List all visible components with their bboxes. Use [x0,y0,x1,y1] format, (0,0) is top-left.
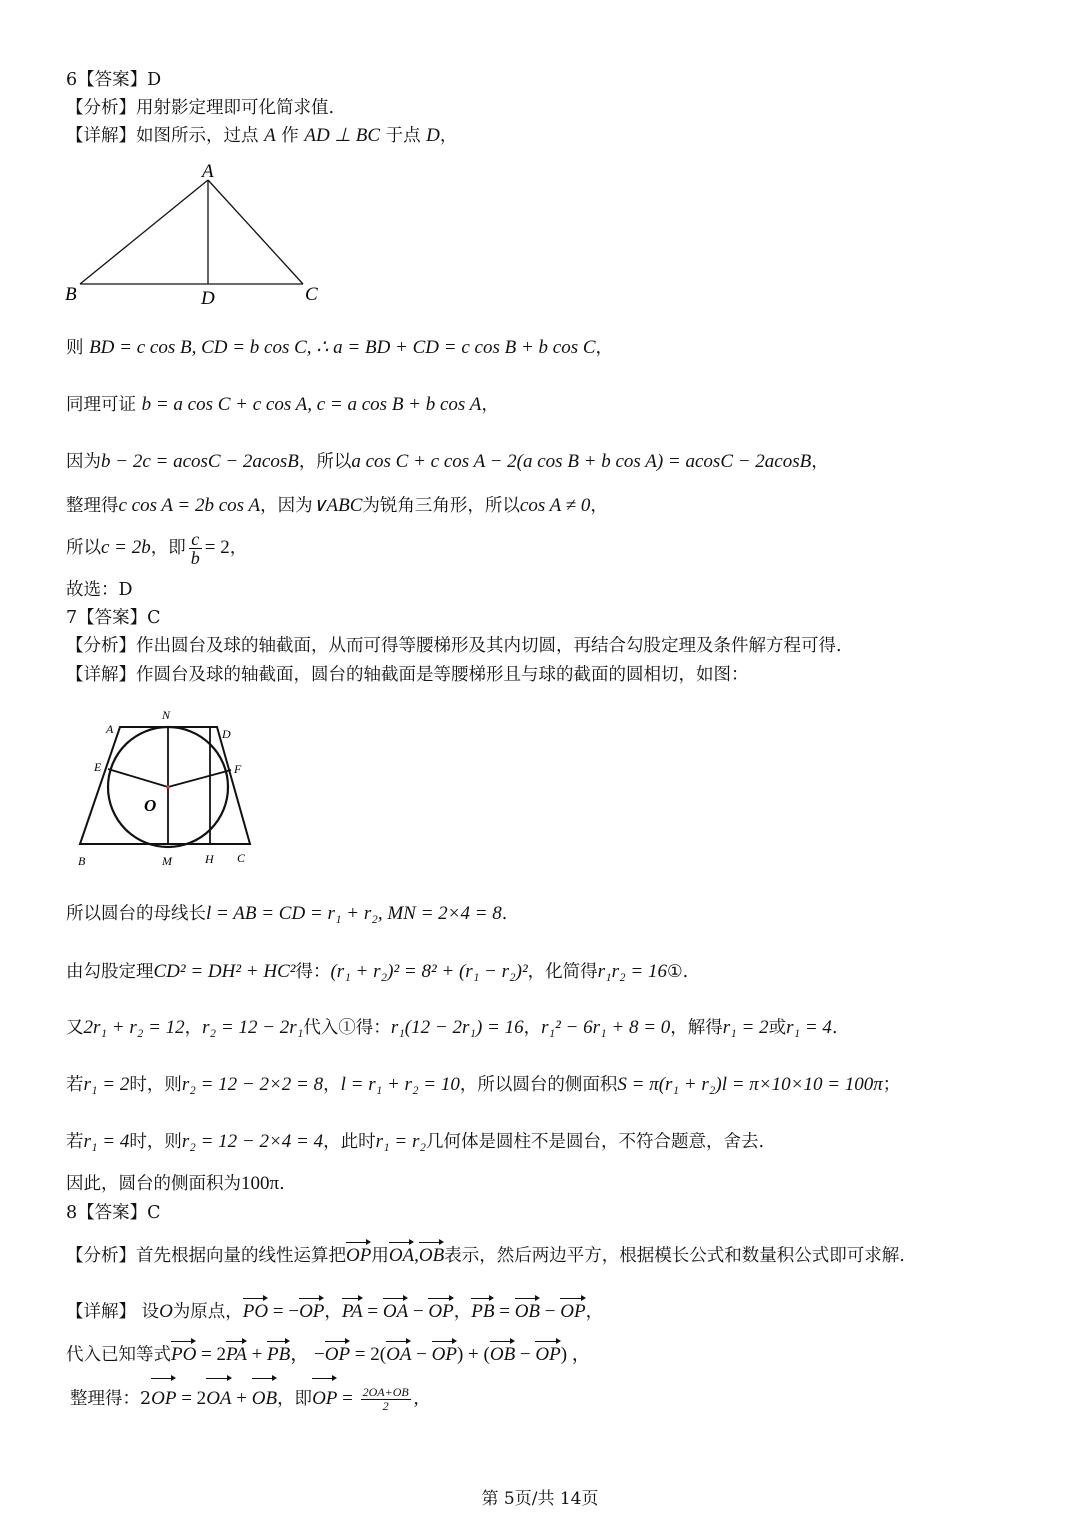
label-O: O [144,796,157,815]
q8-detail: 【详解】 设O为原点，PO = −OP，PA = OA − OP，PB = OB − OP， [66,1301,604,1322]
fraction-c-over-b: $\frac{c}{b}$ [190,529,200,568]
q6-answer: 6【答案】D [66,70,162,90]
label-E: E [94,760,102,774]
q7-analysis: 【分析】作出圆台及球的轴截面，从而可得等腰梯形及其内切圆，再结合勾股定理及条件解方程可得. [66,636,842,656]
q6-line3: 因为b − 2c = acosC − 2acosB，所以a cos C + c cos A − 2(a cos B + b cos A) = acosC − 2acosB， [66,451,829,472]
q7-line2: 由勾股定理CD² = DH² + HC²得：(r₁ + r₂)² = 8² + (r₁ − r₂)²，化简得r₁r₂ = 16①. [66,961,689,982]
q6-line5: 所以c = 2b，即 $\frac{c}{b}$ = 2， [66,529,248,568]
label-B: B [65,284,77,305]
q6-line4: 整理得c cos A = 2b cos A，因为∨ABC为锐角三角形，所以cos A ≠ 0， [66,495,608,516]
label-F: F [234,762,242,776]
q7-line5: 若r₁ = 4时，则r₂ = 12 − 2×4 = 4，此时r₁ = r₂几何体是圆柱不是圆台，不符合题意，舍去. [66,1131,765,1152]
label-D: D [222,727,231,741]
label-C: C [237,851,246,865]
vector-OA: OA [388,1245,415,1266]
q7-line1: 所以圆台的母线长l = AB = CD = r₁ + r₂, MN = 2×4 = 8. [66,903,508,924]
fraction-op: $\frac{2OA+OB}{2}$ [362,1385,409,1413]
q8-line2: 代入已知等式PO = 2PA + PB， −OP = 2(OA − OP) + (OB − OP) ， [66,1344,591,1365]
q7-line6: 因此，圆台的侧面积为100π. [66,1173,285,1194]
label-N: N [162,708,171,722]
label-D: D [201,288,215,309]
q7-line3: 又2r₁ + r₂ = 12，r₂ = 12 − 2r₁代入①得：r₁(12 − 2r₁) = 16，r₁² − 6r₁ + 8 = 0，解得r₁ = 2或r₁ = 4. [66,1017,838,1038]
vector-OP: OP [346,1245,372,1266]
q7-answer: 7【答案】C [66,608,161,628]
trapezoid-figure [70,705,270,875]
label-A: A [106,722,114,736]
label-A: A [202,161,214,182]
q6-detail: 【详解】如图所示，过点 A 作 AD ⊥ BC 于点 D， [66,125,458,146]
label-H: H [205,852,214,866]
triangle-figure [60,158,340,313]
q6-line1: 则 BD = c cos B, CD = b cos C, ∴ a = BD + CD = c cos B + b cos C， [66,337,614,358]
label-M: M [162,854,172,868]
q7-detail: 【详解】作圆台及球的轴截面，圆台的轴截面是等腰梯形且与球的截面的圆相切，如图： [66,665,749,685]
label-C: C [305,284,318,305]
q8-analysis: 【分析】首先根据向量的线性运算把OP用OA,OB表示，然后两边平方，根据模长公式和数量积公式即可求解. [66,1245,905,1266]
label-B: B [78,854,86,868]
q6-analysis: 【分析】用射影定理即可化简求值. [66,98,335,118]
q6-conclusion: 故选：D [66,580,133,600]
q8-line3: 整理得：2OP = 2OA + OB，即OP = $\frac{2OA+OB}{2}$ , [70,1380,418,1418]
vector-OB: OB [418,1245,445,1266]
q7-line4: 若r₁ = 2时，则r₂ = 12 − 2×2 = 8，l = r₁ + r₂ = 10，所以圆台的侧面积S = π(r₁ + r₂)l = π×10×10 = 100π； [66,1074,901,1095]
q6-line2: 同理可证 b = a cos C + c cos A, c = a cos B + b cos A， [66,394,499,415]
q8-answer: 8【答案】C [66,1203,161,1223]
page-footer: 第 5页/共 14页 [481,1489,599,1509]
